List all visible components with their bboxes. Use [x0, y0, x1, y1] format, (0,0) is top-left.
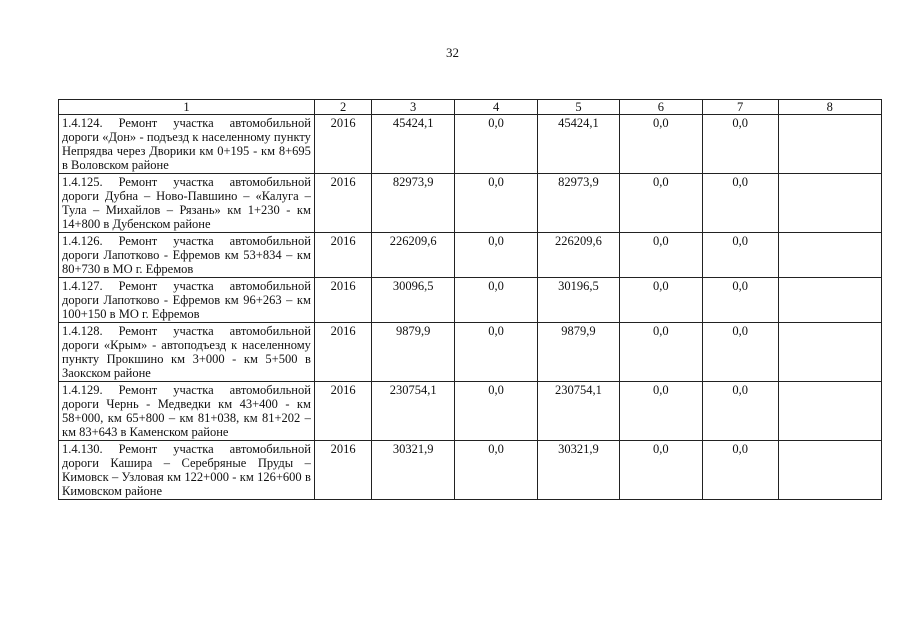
row-value-col5: 30196,5: [538, 278, 620, 323]
row-value-col5: 9879,9: [538, 323, 620, 382]
header-row: [59, 100, 882, 115]
row-value-col4: 0,0: [455, 382, 538, 441]
row-value-col5: 230754,1: [538, 382, 620, 441]
row-value-total: 9879,9: [372, 323, 455, 382]
column-header-8: 8: [778, 100, 881, 115]
row-value-col7: 0,0: [702, 382, 778, 441]
table-row: [59, 233, 882, 278]
column-header-6: 6: [619, 100, 702, 115]
column-header-7: 7: [702, 100, 778, 115]
row-year: 2016: [314, 323, 371, 382]
row-value-col4: 0,0: [455, 441, 538, 500]
row-description: 1.4.130. Ремонт участка автомобильной дороги Кашира – Серебряные Пруды – Кимовск – Узловая км 122+000 - км 126+600 в Кимовском районе: [59, 441, 315, 500]
table-row: [59, 278, 882, 323]
row-value-col8: [778, 382, 881, 441]
row-value-col6: 0,0: [619, 278, 702, 323]
column-header-3: 3: [372, 100, 455, 115]
row-value-col7: 0,0: [702, 174, 778, 233]
row-value-col4: 0,0: [455, 278, 538, 323]
row-description: 1.4.126. Ремонт участка автомобильной дороги Лапотково - Ефремов км 53+834 – км 80+730 в МО г. Ефремов: [59, 233, 315, 278]
column-header-5: 5: [538, 100, 620, 115]
table-row: [59, 174, 882, 233]
row-year: 2016: [314, 441, 371, 500]
row-value-col8: [778, 233, 881, 278]
row-value-col8: [778, 441, 881, 500]
row-value-col6: 0,0: [619, 174, 702, 233]
row-value-col8: [778, 323, 881, 382]
row-value-col8: [778, 278, 881, 323]
row-value-col7: 0,0: [702, 278, 778, 323]
road-repair-table: [58, 99, 882, 500]
row-value-col8: [778, 115, 881, 174]
row-value-col8: [778, 174, 881, 233]
row-year: 2016: [314, 278, 371, 323]
row-value-col7: 0,0: [702, 115, 778, 174]
row-value-total: 226209,6: [372, 233, 455, 278]
row-value-col6: 0,0: [619, 323, 702, 382]
row-description: 1.4.128. Ремонт участка автомобильной дороги «Крым» - автоподъезд к населенному пункту Прокшино км 3+000 - км 5+500 в Заокском районе: [59, 323, 315, 382]
table-row: [59, 323, 882, 382]
row-year: 2016: [314, 174, 371, 233]
row-value-col6: 0,0: [619, 382, 702, 441]
row-value-col5: 226209,6: [538, 233, 620, 278]
row-value-col7: 0,0: [702, 323, 778, 382]
row-value-col5: 30321,9: [538, 441, 620, 500]
column-header-2: 2: [314, 100, 371, 115]
row-value-total: 230754,1: [372, 382, 455, 441]
row-value-col6: 0,0: [619, 441, 702, 500]
row-description: 1.4.124. Ремонт участка автомобильной дороги «Дон» - подъезд к населенному пункту Непрядва через Дворики км 0+195 - км 8+695 в Воловском районе: [59, 115, 315, 174]
row-description: 1.4.125. Ремонт участка автомобильной дороги Дубна – Ново-Павшино – «Калуга – Тула – Михайлов – Рязань» км 1+230 - км 14+800 в Дубенском районе: [59, 174, 315, 233]
row-value-col7: 0,0: [702, 233, 778, 278]
row-value-col6: 0,0: [619, 115, 702, 174]
column-header-4: 4: [455, 100, 538, 115]
row-year: 2016: [314, 115, 371, 174]
column-header-1: 1: [59, 100, 315, 115]
row-value-total: 30096,5: [372, 278, 455, 323]
row-value-total: 30321,9: [372, 441, 455, 500]
row-value-col5: 82973,9: [538, 174, 620, 233]
table-row: [59, 441, 882, 500]
row-description: 1.4.129. Ремонт участка автомобильной дороги Чернь - Медведки км 43+400 - км 58+000, км 65+800 – км 81+038, км 81+202 – км 83+643 в Каменском районе: [59, 382, 315, 441]
row-value-col5: 45424,1: [538, 115, 620, 174]
row-value-col6: 0,0: [619, 233, 702, 278]
table-row: [59, 382, 882, 441]
row-year: 2016: [314, 382, 371, 441]
row-value-col4: 0,0: [455, 115, 538, 174]
row-value-total: 45424,1: [372, 115, 455, 174]
row-year: 2016: [314, 233, 371, 278]
page-number: 32: [446, 45, 459, 60]
row-value-total: 82973,9: [372, 174, 455, 233]
row-description: 1.4.127. Ремонт участка автомобильной дороги Лапотково - Ефремов км 96+263 – км 100+150 в МО г. Ефремов: [59, 278, 315, 323]
table-row: [59, 115, 882, 174]
row-value-col7: 0,0: [702, 441, 778, 500]
row-value-col4: 0,0: [455, 174, 538, 233]
row-value-col4: 0,0: [455, 233, 538, 278]
row-value-col4: 0,0: [455, 323, 538, 382]
